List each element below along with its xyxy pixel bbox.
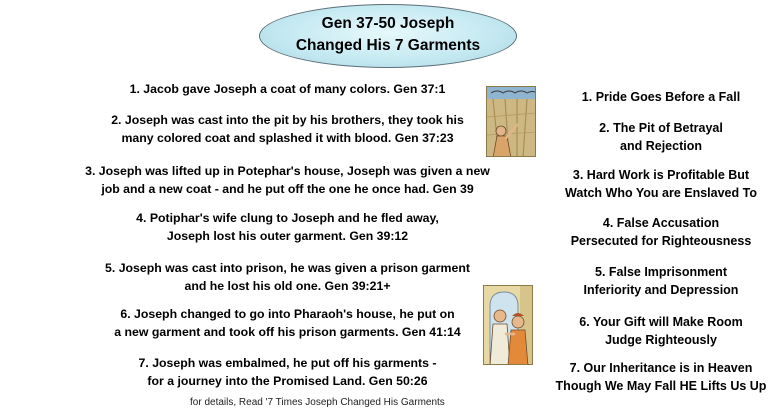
event-3-line-2: job and a new coat - and he put off the one he once had. Gen 39 (101, 182, 474, 196)
event-4 (70, 209, 505, 245)
footnote: for details, Read '7 Times Joseph Changed His Garments (190, 397, 445, 408)
lesson-5 (540, 263, 782, 299)
event-1 (70, 80, 505, 98)
lesson-2-line-1: 2. The Pit of Betrayal (599, 121, 723, 135)
joseph-pharaoh-svg (484, 286, 533, 365)
event-6 (70, 305, 505, 341)
event-4-line-2: Joseph lost his outer garment. Gen 39:12 (166, 229, 409, 243)
lesson-4-line-1: 4. False Accusation (602, 216, 720, 230)
event-2 (70, 111, 505, 147)
event-7 (70, 354, 505, 390)
event-4-line-1: 4. Potiphar's wife clung to Joseph and he fled away, (136, 211, 439, 225)
lesson-5-line-1: 5. False Imprisonment (595, 265, 727, 279)
lesson-3-line-2: Watch Who You are Enslaved To (565, 186, 757, 200)
joseph-pharaoh-illustration (483, 285, 533, 365)
joseph-in-pit-illustration (486, 86, 536, 157)
lesson-2 (540, 119, 782, 155)
lesson-3-line-1: 3. Hard Work is Profitable But (572, 168, 750, 182)
lesson-7 (540, 359, 782, 395)
lesson-4 (540, 214, 782, 250)
event-3 (70, 162, 505, 198)
event-3-line-1: 3. Joseph was lifted up in Potephar's house, Joseph was given a new (85, 164, 490, 178)
lesson-6-line-2: Judge Righteously (605, 333, 717, 347)
lesson-5-line-2: Inferiority and Depression (583, 283, 739, 297)
event-5-line-1: 5. Joseph was cast into prison, he was given a prison garment (105, 261, 470, 275)
joseph-in-pit-svg (487, 87, 536, 157)
event-5 (70, 259, 505, 295)
page-title (259, 13, 517, 57)
lesson-3 (540, 166, 782, 202)
event-7-line-2: for a journey into the Promised Land. Gen 50:26 (147, 374, 428, 388)
event-2-line-1: 2. Joseph was cast into the pit by his brothers, they took his (111, 113, 464, 127)
lesson-7-line-1: 7. Our Inheritance is in Heaven (569, 361, 753, 375)
event-7-line-1: 7. Joseph was embalmed, he put off his garments - (138, 356, 437, 370)
event-6-line-2: a new garment and took off his prison garments. Gen 41:14 (114, 325, 461, 339)
lesson-7-line-2: Though We May Fall HE Lifts Us Up (555, 379, 767, 393)
lesson-6 (540, 313, 782, 349)
lesson-1 (540, 88, 782, 106)
title-line-1: Gen 37-50 Joseph (321, 15, 455, 32)
lesson-1-line-1: 1. Pride Goes Before a Fall (581, 90, 741, 104)
event-5-line-2: and he lost his old one. Gen 39:21+ (184, 279, 391, 293)
event-2-line-2: many colored coat and splashed it with blood. Gen 37:23 (121, 131, 454, 145)
lesson-6-line-1: 6. Your Gift will Make Room (579, 315, 743, 329)
lesson-2-line-2: and Rejection (620, 139, 702, 153)
event-1-line-1: 1. Jacob gave Joseph a coat of many colors. Gen 37:1 (129, 82, 446, 96)
lesson-4-line-2: Persecuted for Righteousness (570, 234, 752, 248)
title-line-2: Changed His 7 Garments (295, 37, 481, 54)
event-6-line-1: 6. Joseph changed to go into Pharaoh's house, he put on (120, 307, 455, 321)
